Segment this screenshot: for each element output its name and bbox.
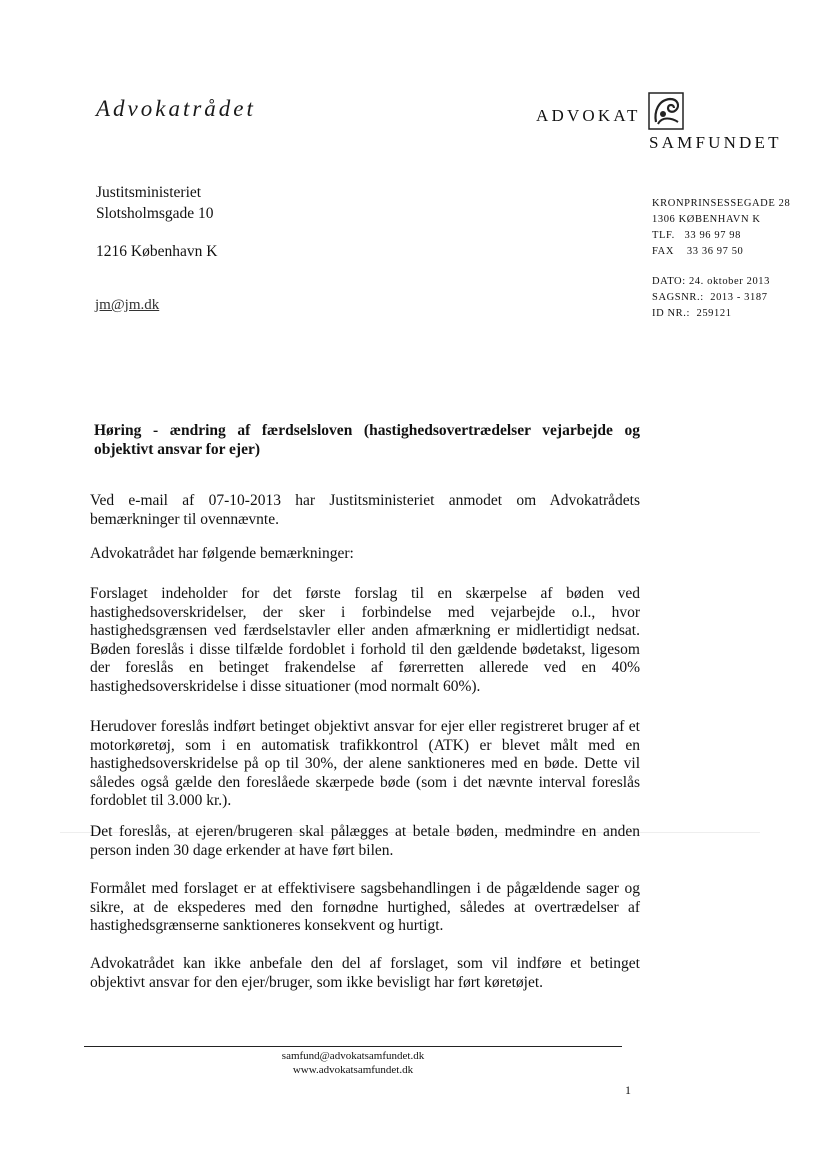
sender-fax: FAX 33 36 97 50	[652, 246, 744, 257]
id-number: ID NR.: 259121	[652, 308, 732, 319]
footer-divider	[84, 1046, 622, 1047]
body-paragraph-4: Herudover foreslås indført betinget objektivt ansvar for ejer eller registreret bruger af et motorkøretøj, som i en automatisk trafikkontrol (ATK) er blevet målt med en hastighedsoverskridelse på op til 30%, der alene sanktioneres med en bøde. Dette vil således også gælde den foreslåede skærpede bøde (som i det nævnte interval foreslås fordoblet til 3.000 kr.).	[90, 718, 640, 810]
sender-street: KRONPRINSESSEGADE 28	[652, 198, 791, 209]
body-paragraph-2: Advokatrådet har følgende bemærkninger:	[90, 545, 354, 562]
body-paragraph-6: Formålet med forslaget er at effektivisere sagsbehandlingen i de pågældende sager og sikre, at de ekspederes med den fornødne hurtighed, således at overtrædelser af hastighedsgrænserne sanktioneres konsekvent og hurtigt.	[90, 880, 640, 935]
body-paragraph-3: Forslaget indeholder for det første forslag til en skærpelse af bøden ved hastighedsoverskridelser, der sker i forbindelse med vejarbejde o.l., hvor hastighedsgrænsen ved færdselstavler eller anden afmærkning er midlertidigt nedsat. Bøden foreslås i disse tilfælde fordoblet i forhold til den gældende bødetakst, ligesom der foreslås en betinget frakendelse af førerretten allerede ved en 40% hastighedsoverskridelse i disse situationer (mod normalt 60%).	[90, 585, 640, 695]
body-paragraph-1: Ved e-mail af 07-10-2013 har Justitsministeriet anmodet om Advokatrådets bemærkninger til ovennævnte.	[90, 492, 640, 528]
recipient-email-link[interactable]: jm@jm.dk	[95, 297, 160, 313]
logo-text-samfundet: SAMFUNDET	[649, 133, 782, 152]
recipient-street: Slotsholmsgade 10	[96, 205, 214, 222]
logo-text-advokat: ADVOKAT	[536, 106, 641, 125]
case-number: SAGSNR.: 2013 - 3187	[652, 292, 768, 303]
letter-date: DATO: 24. oktober 2013	[652, 276, 770, 287]
body-paragraph-7: Advokatrådet kan ikke anbefale den del af forslaget, som vil indføre et betinget objektivt ansvar for den ejer/bruger, som ikke bevisligt har ført køretøjet.	[90, 955, 640, 991]
sender-phone: TLF. 33 96 97 98	[652, 230, 742, 241]
footer-website: www.advokatsamfundet.dk	[292, 1064, 414, 1076]
page-number: 1	[625, 1083, 631, 1097]
footer-email: samfund@advokatsamfundet.dk	[281, 1050, 425, 1062]
letter-subject: Høring - ændring af færdselsloven (hastighedsovertrædelser vejarbejde og objektivt ansvar for ejer)	[94, 422, 640, 458]
body-paragraph-5: Det foreslås, at ejeren/brugeren skal pålægges at betale bøden, medmindre en anden person inden 30 dage erkender at have ført bilen.	[90, 823, 640, 859]
advokatsamfundet-logo-icon	[648, 92, 684, 130]
recipient-city: 1216 København K	[96, 243, 218, 260]
brand-name-advokatraadet: Advokatrådet	[96, 96, 256, 121]
recipient-name: Justitsministeriet	[96, 184, 202, 201]
sender-city: 1306 KØBENHAVN K	[652, 214, 761, 225]
